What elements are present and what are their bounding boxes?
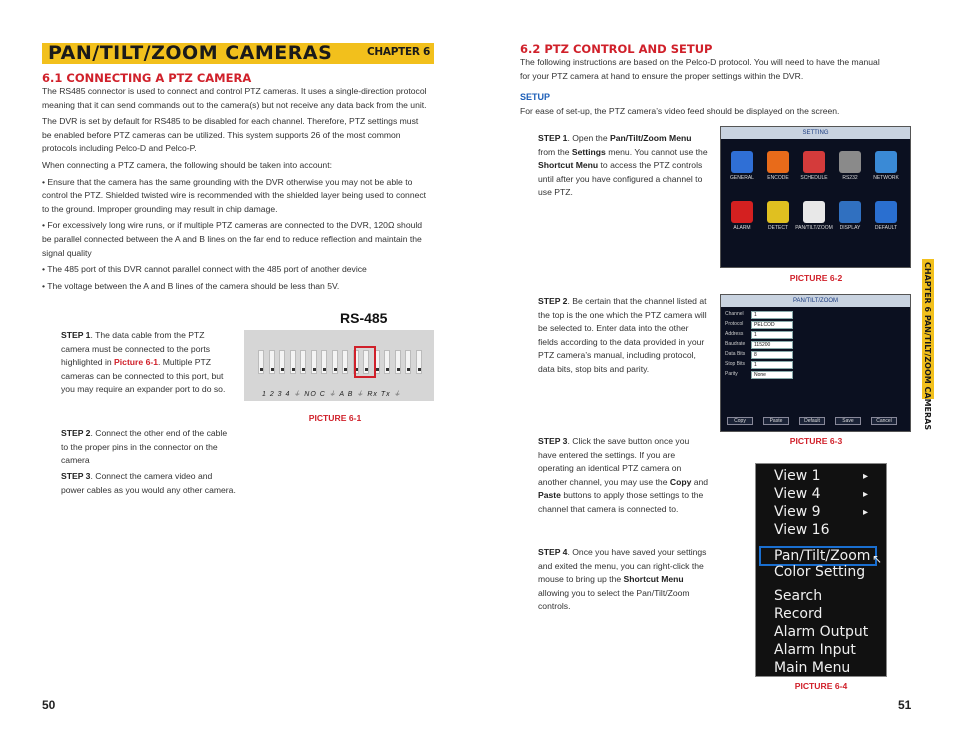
- setup-paragraph: For ease of set-up, the PTZ camera’s video feed should be displayed on the screen.: [520, 106, 840, 116]
- picture-caption: PICTURE 6-1: [308, 413, 362, 423]
- setting-icon-label: ENCODE: [767, 175, 789, 181]
- bullet: • Ensure that the camera has the same grounding with the DVR otherwise you may not be able to control the PTZ. Shielded twisted wire is recommended with the shielded layer being used to connect to the ground. Improper grounding may result in chip damage.: [42, 176, 427, 214]
- display-icon[interactable]: [839, 201, 861, 223]
- chapter-side-tab: [922, 259, 954, 431]
- paragraph: The RS485 connector is used to connect and control PTZ cameras. It uses a single-direction protocol meaning that it can send commands out to the camera(s) but not receive any data back from the unit.: [42, 86, 427, 110]
- step-bold: Paste: [538, 490, 561, 501]
- step-text: . Connect the camera video and power cables as you would any other camera.: [61, 471, 236, 495]
- connector-pin: [290, 350, 296, 374]
- step-text: . Be certain that the channel listed at the top is the one which the PTZ camera will be selected to. Enter data into the other fields according to the data provided in your PTZ camera’s manual, including protocol, data bits, stop bits and parity.: [538, 296, 707, 374]
- cancel-button[interactable]: Cancel: [871, 417, 897, 425]
- connector-pin: [258, 350, 264, 374]
- mouse-cursor-icon: ↖: [871, 552, 882, 566]
- menu-item-search[interactable]: Search: [774, 588, 823, 604]
- step-text: buttons to apply those settings to the channel that camera is connected to.: [538, 490, 704, 514]
- submenu-arrow-icon: ▸: [862, 507, 868, 518]
- setting-icon-label: NETWORK: [873, 175, 899, 181]
- default-button[interactable]: Default: [799, 417, 825, 425]
- paste-button[interactable]: Paste: [763, 417, 789, 425]
- step-text: to access the PTZ controls until after you have configured a channel to use PTZ.: [538, 160, 703, 198]
- menu-item-pan-tilt-zoom[interactable]: Pan/Tilt/Zoom: [759, 546, 877, 566]
- step-text: from the: [538, 146, 572, 157]
- step-text: . Multiple PTZ cameras can be connected to this port, but you may require an expander port to do so.: [61, 357, 226, 395]
- step-text: allowing you to select the Pan/Tilt/Zoom controls.: [538, 587, 690, 612]
- ptz-field-select[interactable]: 115200: [751, 341, 793, 349]
- menu-item-alarm-output[interactable]: Alarm Output: [774, 624, 869, 640]
- step-text: and: [691, 476, 709, 487]
- connector-pin: [311, 350, 317, 374]
- setting-icon-label: PAN/TILT/ZOOM: [795, 225, 833, 231]
- alarm-icon[interactable]: [731, 201, 753, 223]
- detect-icon[interactable]: [767, 201, 789, 223]
- ptz-field-select[interactable]: None: [751, 371, 793, 379]
- menu-item-record[interactable]: Record: [774, 606, 823, 622]
- step-1: [61, 329, 229, 397]
- rs485-highlight-box: [354, 346, 376, 378]
- connector-pin: [384, 350, 390, 374]
- menu-item-color-setting[interactable]: Color Setting: [774, 564, 866, 580]
- step-bold: Shortcut Menu: [623, 574, 684, 585]
- right-step-3: [538, 435, 710, 517]
- picture-caption: PICTURE 6-4: [794, 681, 848, 691]
- shortcut-menu-picture: [755, 463, 887, 677]
- setting-icon-label: DETECT: [768, 225, 788, 231]
- pin-labels: 1 2 3 4 ⏚ NO C ⏚ A B ⏚ Rx Tx ⏚: [262, 391, 402, 398]
- setting-icon-label: ALARM: [733, 225, 751, 231]
- ptz-field-select[interactable]: 1: [751, 331, 793, 339]
- connector-pin: [416, 350, 422, 374]
- ptz-field-label: Channel: [725, 311, 744, 317]
- network-icon[interactable]: [875, 151, 897, 173]
- connector-pin: [269, 350, 275, 374]
- connector-pin: [300, 350, 306, 374]
- connector-pin: [342, 350, 348, 374]
- setting-icon-label: GENERAL: [730, 175, 754, 181]
- section-title-6-1: 6.1 CONNECTING A PTZ CAMERA: [42, 71, 252, 85]
- setting-icon-label: RS232: [842, 175, 858, 181]
- side-tab-label: CHAPTER 6 PAN/TILT/ZOOM CAMERAS: [923, 262, 932, 431]
- encode-icon[interactable]: [767, 151, 789, 173]
- step-text: . The data cable from the PTZ camera must be connected to the ports highlighted in: [61, 330, 211, 368]
- setup-heading: SETUP: [520, 92, 551, 102]
- connector-pin: [332, 350, 338, 374]
- ptz-field-label: Stop Bits: [725, 361, 746, 367]
- step-label: STEP 2: [61, 428, 91, 438]
- bullet: • The 485 port of this DVR cannot parallel connect with the 485 port of another device: [42, 264, 367, 275]
- ptz-settings-picture: [720, 294, 911, 432]
- step-bold: Settings: [571, 146, 606, 157]
- ptz-field-select[interactable]: 8: [751, 351, 793, 359]
- chapter-label: CHAPTER 6: [367, 46, 430, 58]
- section-title-6-2: 6.2 PTZ CONTROL AND SETUP: [520, 42, 713, 56]
- right-step-1: [538, 132, 710, 200]
- ptz-field-select[interactable]: PELCOD: [751, 321, 793, 329]
- page-title: PAN/TILT/ZOOM CAMERAS: [48, 42, 333, 64]
- ptz-field-label: Parity: [725, 371, 738, 377]
- menu-item-view-16[interactable]: View 16: [774, 522, 830, 538]
- step-label: STEP 1: [538, 133, 568, 143]
- step-label: STEP 1: [61, 330, 91, 340]
- picture-caption: PICTURE 6-3: [789, 436, 843, 446]
- right-step-4: [538, 546, 710, 614]
- ptz-field-label: Protocol: [725, 321, 744, 327]
- ptz-field-select[interactable]: 1: [751, 311, 793, 319]
- schedule-icon[interactable]: [803, 151, 825, 173]
- step-2: [61, 427, 229, 468]
- submenu-arrow-icon: ▸: [862, 489, 868, 500]
- step-text: . Click the save button once you have entered the settings. If you are operating an identical PTZ camera on another channel, you may use the: [538, 436, 690, 487]
- setting-icon-label: DISPLAY: [839, 225, 861, 231]
- intro-paragraph: The following instructions are based on the Pelco-D protocol. You will need to have the manual for your PTZ camera at hand to ensure the proper settings within the DVR.: [520, 57, 880, 81]
- general-icon[interactable]: [731, 151, 753, 173]
- submenu-arrow-icon: ▸: [862, 471, 868, 482]
- step-bold: Copy: [669, 476, 692, 487]
- connector-pin: [405, 350, 411, 374]
- step-label: STEP 2: [538, 296, 568, 306]
- right-step-2: [538, 295, 710, 377]
- bullet: • The voltage between the A and B lines of the camera should be less than 5V.: [42, 280, 340, 291]
- page-number: 50: [42, 698, 56, 712]
- picture-caption: PICTURE 6-2: [789, 273, 843, 283]
- connector-pin: [395, 350, 401, 374]
- step-text: . Open the: [567, 133, 610, 143]
- rs485-label: RS-485: [340, 310, 388, 326]
- menu-item-alarm-input[interactable]: Alarm Input: [774, 642, 856, 658]
- rs--icon[interactable]: [839, 151, 861, 173]
- ptz-screen-title: PAN/TILT/ZOOM: [721, 295, 910, 307]
- step-3: [61, 470, 237, 497]
- step-bold: Shortcut Menu: [538, 160, 599, 171]
- menu-item-view-1[interactable]: View 1: [774, 468, 821, 484]
- setting-screen-picture: [720, 126, 911, 268]
- save-button[interactable]: Save: [835, 417, 861, 425]
- step-text: . Once you have saved your settings and exited the menu, you can right-click the mouse to bring up the: [538, 547, 707, 585]
- step-label: STEP 4: [538, 547, 568, 557]
- step-label: STEP 3: [61, 471, 91, 481]
- setting-icon-label: DEFAULT: [874, 225, 898, 231]
- step-bold: Pan/Tilt/Zoom Menu: [610, 133, 692, 143]
- paragraph: When connecting a PTZ camera, the following should be taken into account:: [42, 159, 332, 170]
- ptz-field-select[interactable]: 1: [751, 361, 793, 369]
- chapter-title-bar: [42, 43, 434, 64]
- copy-button[interactable]: Copy: [727, 417, 753, 425]
- step-label: STEP 3: [538, 436, 568, 446]
- default-icon[interactable]: [875, 201, 897, 223]
- setting-screen-title: SETTING: [721, 127, 910, 139]
- page-number: 51: [898, 698, 912, 712]
- connector-pin: [279, 350, 285, 374]
- connector-pin: [321, 350, 327, 374]
- picture-link[interactable]: Picture 6-1: [114, 357, 158, 368]
- menu-item-view-9[interactable]: View 9: [774, 504, 821, 520]
- menu-item-view-4[interactable]: View 4: [774, 486, 821, 502]
- ptz-field-label: Address: [725, 331, 744, 337]
- ptz-field-label: Data Bits: [725, 351, 746, 357]
- bullet: • For excessively long wire runs, or if multiple PTZ cameras are connected to the DVR, 120Ω should be parallel connected between the A and B lines on the far end to reduce reflection and maintain the signal quality: [42, 220, 423, 258]
- menu-item-main-menu[interactable]: Main Menu: [774, 660, 851, 676]
- paragraph: The DVR is set by default for RS485 to be disabled for each channel. Therefore, PTZ settings must be enabled before PTZ cameras can be utilized. This system supports 26 of the most common protocols including Pelco-D and Pelco-P.: [42, 116, 419, 154]
- pan-tilt-zoom-icon[interactable]: [803, 201, 825, 223]
- ptz-field-label: Baudrate: [725, 341, 746, 347]
- setting-icon-label: SCHEDULE: [800, 175, 828, 181]
- step-text: menu. You cannot use the: [605, 146, 708, 157]
- step-text: . Connect the other end of the cable to the proper pins in the connector on the camera: [61, 428, 228, 466]
- rs485-connector-picture: [244, 330, 434, 401]
